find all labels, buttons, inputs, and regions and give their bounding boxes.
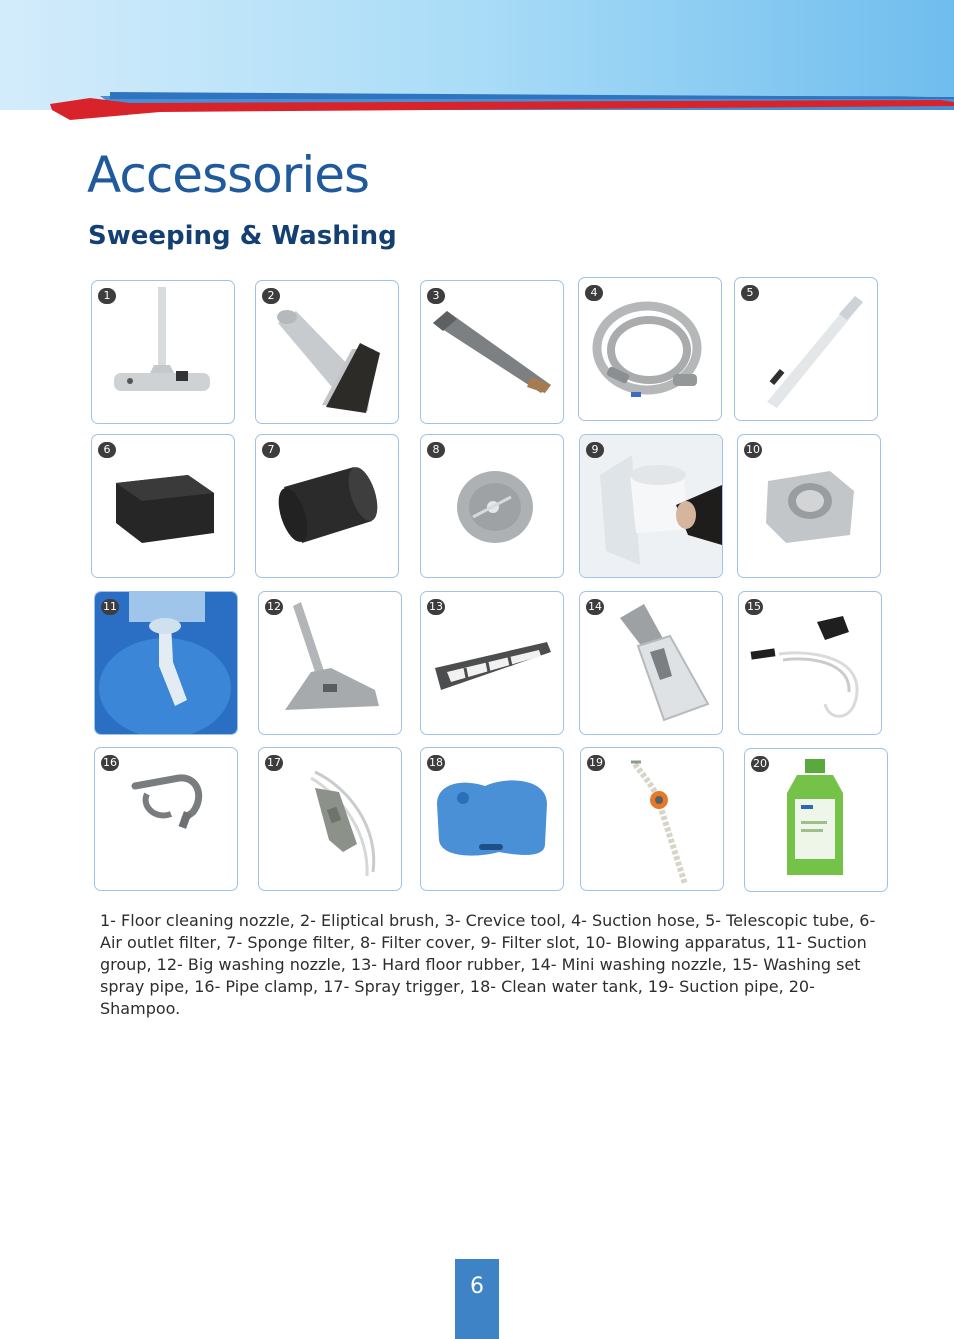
- mini-washing-nozzle-icon: [580, 592, 722, 734]
- accessory-card-6: [91, 434, 235, 578]
- accessory-card-9: [579, 434, 723, 578]
- spray-pipe-icon: [739, 592, 881, 734]
- item-number: 2: [262, 288, 280, 304]
- item-number: 17: [267, 756, 281, 769]
- filter-slot-icon: [580, 435, 722, 577]
- accessory-card-5: [734, 277, 878, 421]
- accessory-card-7: [255, 434, 399, 578]
- suction-hose-icon: [579, 278, 721, 420]
- item-number: 13: [429, 600, 443, 613]
- item-number: 8: [427, 442, 445, 458]
- item-number: 10: [746, 443, 760, 456]
- item-number: 7: [262, 442, 280, 458]
- spray-trigger-icon: [259, 748, 401, 890]
- accessory-card-19: [580, 747, 724, 891]
- item-number: 6: [98, 442, 116, 458]
- accessory-card-14: [579, 591, 723, 735]
- header-banner: [0, 0, 954, 122]
- big-washing-nozzle-icon: [259, 592, 401, 734]
- accessory-card-4: [578, 277, 722, 421]
- accessory-card-2: [255, 280, 399, 424]
- shampoo-bottle-icon: [745, 749, 887, 891]
- item-number: 20: [753, 757, 767, 770]
- blowing-apparatus-icon: [738, 435, 880, 577]
- section-subtitle: Sweeping & Washing: [88, 221, 397, 251]
- accessory-card-15: [738, 591, 882, 735]
- pipe-clamp-icon: [95, 748, 237, 890]
- suction-group-icon: [95, 592, 237, 734]
- accessory-card-20: [744, 748, 888, 892]
- item-number: 4: [585, 285, 603, 301]
- item-number: 1: [98, 288, 116, 304]
- accessory-card-3: [420, 280, 564, 424]
- item-number: 16: [103, 756, 117, 769]
- accessory-card-11: [94, 591, 238, 735]
- hard-floor-rubber-icon: [421, 592, 563, 734]
- filter-cover-icon: [421, 435, 563, 577]
- elliptical-brush-icon: [256, 281, 398, 423]
- item-number: 14: [588, 600, 602, 613]
- accessory-card-18: [420, 747, 564, 891]
- air-outlet-filter-icon: [92, 435, 234, 577]
- telescopic-tube-icon: [735, 278, 877, 420]
- item-number: 19: [589, 756, 603, 769]
- accessory-card-10: [737, 434, 881, 578]
- page-number: 6: [455, 1259, 499, 1339]
- clean-water-tank-icon: [421, 748, 563, 890]
- accessories-caption: 1- Floor cleaning nozzle, 2- Eliptical brush, 3- Crevice tool, 4- Suction hose, 5- Telescopic tube, 6- Air outlet filter, 7- Sponge filter, 8- Filter cover, 9- Filter slot, 10- Blowing apparatus, 11- Suction group, 12- Big washing nozzle, 13- Hard floor rubber, 14- Mini washing nozzle, 15- Washing set spray pipe, 16- Pipe clamp, 17- Spray trigger, 18- Clean water tank, 19- Suction pipe, 20- Shampoo.: [100, 911, 876, 1018]
- sponge-filter-icon: [256, 435, 398, 577]
- item-number: 12: [267, 600, 281, 613]
- item-number: 18: [429, 756, 443, 769]
- crevice-tool-icon: [421, 281, 563, 423]
- page-title: Accessories: [87, 146, 370, 204]
- item-number: 9: [586, 442, 604, 458]
- suction-pipe-icon: [581, 748, 723, 890]
- accessory-card-16: [94, 747, 238, 891]
- accessory-card-17: [258, 747, 402, 891]
- item-number: 5: [741, 285, 759, 301]
- accessory-card-8: [420, 434, 564, 578]
- floor-nozzle-icon: [92, 281, 234, 423]
- item-number: 15: [747, 600, 761, 613]
- item-number: 11: [103, 600, 117, 613]
- item-number: 3: [427, 288, 445, 304]
- accessory-card-1: [91, 280, 235, 424]
- accessory-card-12: [258, 591, 402, 735]
- accessory-card-13: [420, 591, 564, 735]
